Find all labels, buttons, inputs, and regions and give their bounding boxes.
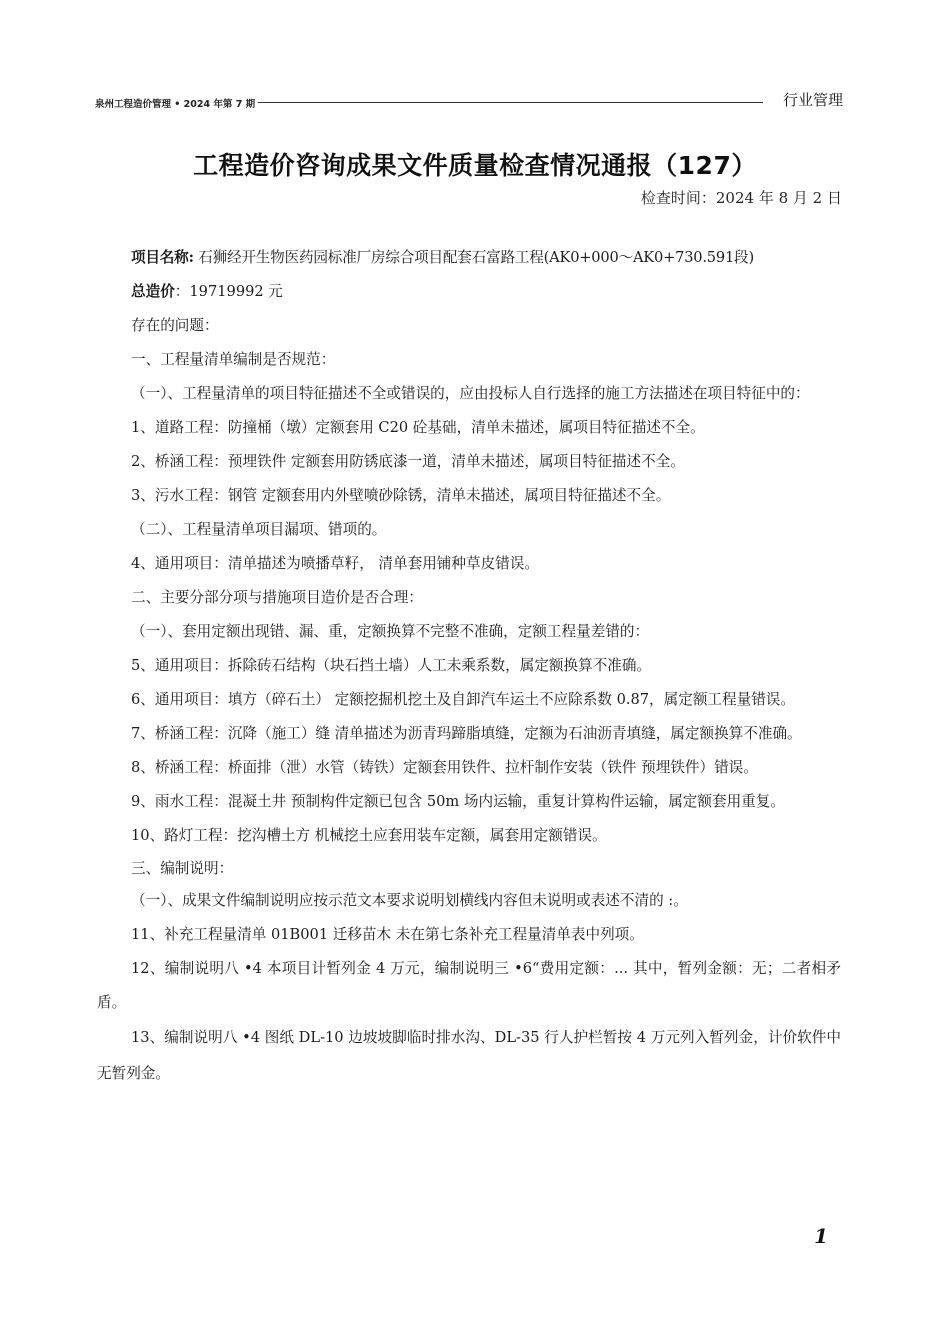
- subsection-heading: （一）、套用定额出现错、漏、重，定额换算不完整不准确，定额工程量差错的：: [131, 623, 650, 640]
- section-heading: 一、工程量清单编制是否规范：: [131, 351, 336, 368]
- issue-item: 12、编制说明八 •4 本项目计暂列金 4 万元，编制说明三 •6“费用定额：... 其中，暂列金额：无；二者相矛盾。: [97, 960, 841, 1011]
- subsection-heading: （二）、工程量清单项目漏项、错项的。: [131, 521, 387, 538]
- report-body: [97, 241, 841, 1092]
- issue-item: 5、通用项目：拆除砖石结构（块石挡土墙）人工未乘系数，属定额换算不准确。: [131, 657, 652, 674]
- section-heading: 三、编制说明：: [131, 860, 234, 877]
- subsection-heading: （一）、工程量清单的项目特征描述不全或错误的，应由投标人自行选择的施工方法描述在项目特征中的：: [131, 385, 810, 402]
- subsection-heading: （一）、成果文件编制说明应按示范文本要求说明划横线内容但未说明或表述不清的 :。: [131, 892, 688, 909]
- total-cost-label: 总造价: [131, 283, 175, 300]
- issue-item: 10、路灯工程：挖沟槽土方 机械挖土应套用装车定额，属套用定额错误。: [131, 827, 607, 844]
- issue-item: 11、补充工程量清单 01B001 迁移苗木 未在第七条补充工程量清单表中列项。: [131, 926, 644, 943]
- project-name: [97, 241, 841, 275]
- issue-item: 13、编制说明八 •4 图纸 DL-10 边坡坡脚临时排水沟、DL-35 行人护栏暂按 4 万元列入暂列金，计价软件中无暂列金。: [97, 1029, 841, 1082]
- header-rule: [258, 102, 763, 103]
- project-name-value: 石狮经开生物医药园标准厂房综合项目配套石富路工程(AK0+000～AK0+730.591段): [193, 249, 754, 266]
- check-time: 检查时间：2024 年 8 月 2 日: [640, 189, 842, 207]
- issue-item: 3、污水工程：钢管 定额套用内外壁喷砂除锈，清单未描述，属项目特征描述不全。: [131, 487, 671, 504]
- issue-item: 7、桥涵工程：沉降（施工）缝 清单描述为沥青玛蹄脂填缝，定额为石油沥青填缝，属定额换算不准确。: [131, 725, 802, 742]
- total-cost-value: ：19719992 元: [174, 283, 283, 300]
- project-name-label: 项目名称:: [131, 249, 194, 266]
- total-cost: [97, 275, 841, 309]
- issue-item: 4、通用项目：清单描述为喷播草籽， 清单套用铺种草皮错误。: [131, 555, 539, 572]
- section-name: 行业管理: [782, 91, 843, 109]
- issue-item: 6、通用项目：填方（碎石土） 定额挖掘机挖土及自卸汽车运土不应除系数 0.87，属定额工程量错误。: [131, 691, 795, 708]
- journal-issue: 泉州工程造价管理 • 2024 年第 7 期: [95, 99, 256, 110]
- paragraph: 存在的问题：: [131, 317, 219, 334]
- page-number: 1: [814, 1224, 828, 1248]
- running-header: [95, 88, 843, 114]
- issue-item: 2、桥涵工程：预埋铁件 定额套用防锈底漆一道，清单未描述，属项目特征描述不全。: [131, 453, 685, 470]
- issue-item: 1、道路工程：防撞桶（墩）定额套用 C20 砼基础，清单未描述，属项目特征描述不全。: [131, 419, 705, 436]
- document-title: 工程造价咨询成果文件质量检查情况通报（127）: [193, 151, 757, 180]
- issue-item: 9、雨水工程：混凝土井 预制构件定额已包含 50m 场内运输，重复计算构件运输，属定额套用重复。: [131, 793, 785, 810]
- issue-item: 8、桥涵工程：桥面排（泄）水管（铸铁）定额套用铁件、拉杆制作安装（铁件 预埋铁件）错误。: [131, 759, 758, 776]
- section-heading: 二、主要分部分项与措施项目造价是否合理：: [131, 589, 423, 606]
